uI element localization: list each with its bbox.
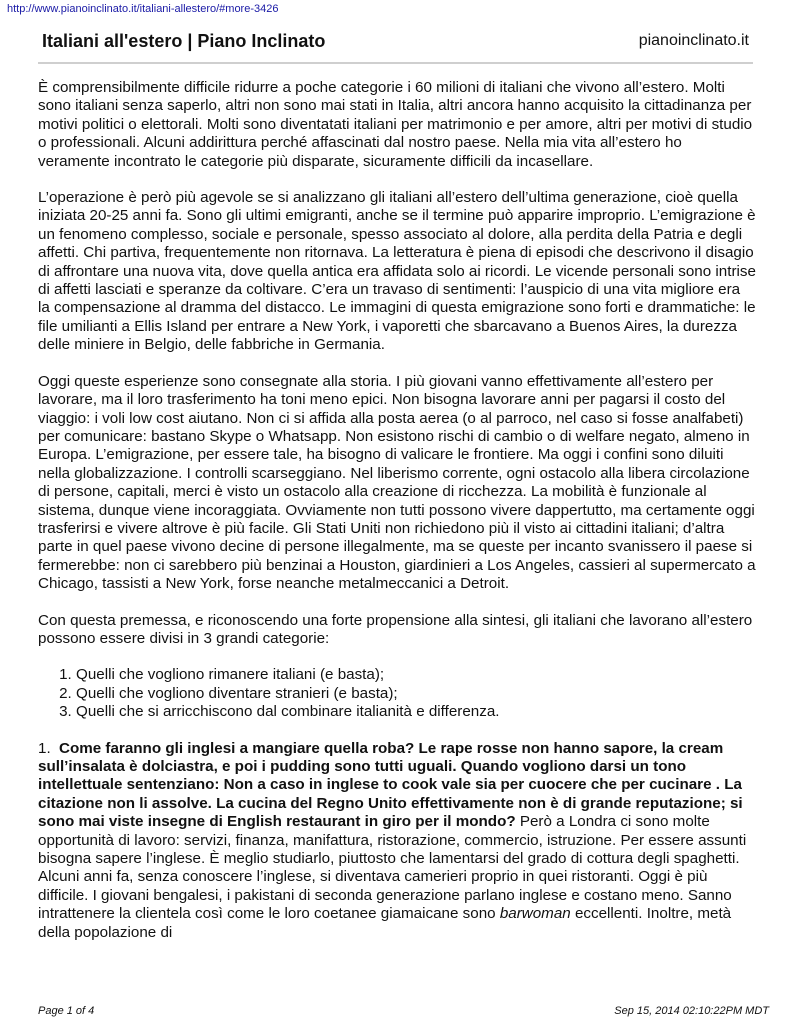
list-item: 1. Quelli che vogliono rimanere italiani (e basta);: [76, 666, 756, 684]
section-1: [38, 740, 756, 942]
page-number: Page 1 of 4: [38, 1005, 95, 1017]
paragraph-intro: È comprensibilmente difficile ridurre a poche categorie i 60 milioni di italiani che vivono all’estero. Molti sono italiani senza saperlo, altri non sono mai stati in Italia, altri ancora hanno acquisito la cittadinanza per motivi politici o elettorali. Molti sono diventatati italiani per matrimonio e per amore, altri per motivi di studio o professionali. Alcuni addirittura perché affascinati dal nostro paese. Nella mia vita all’estero ho veramente incontrato le categorie più disparate, sicuramente difficili da incasellare.: [38, 79, 753, 170]
list-item: 3. Quelli che si arricchiscono dal combinare italianità e differenza.: [76, 703, 756, 721]
categories-list: [38, 666, 756, 721]
paragraph-emigration: L’operazione è però più agevole se si analizzano gli italiani all’estero dell’ultima generazione, cioè quella iniziata 20-25 anni fa. Sono gli ultimi emigranti, anche se il termine può apparire improprio. L’emigrazione è un fenomeno complesso, sociale e personale, spesso associato al dolore, alla perdita della Patria e degli affetti. Chi partiva, frequentemente non ritornava. La letteratura è piena di episodi che descrivono il disagio di affrontare una nuova vita, dove quella antica era affidata solo ai ricordi. Le vicende personali sono intrise di affetti lasciati e speranze da coltivare. C’era un travaso di sentimenti: l’auspicio di una vita migliore era la compensazione al dramma del distacco. Le immagini di questa emigrazione sono forti e drammatiche: le file umilianti a Ellis Island per entrare a New York, i vaporetti che sbarcavano a Buenos Aires, la durezza delle miniere in Belgio, delle fabbriche in Germania.: [38, 189, 756, 354]
section-number: 1.: [38, 739, 51, 757]
section-1-italic-text: barwoman: [499, 905, 571, 923]
list-item: 2. Quelli che vogliono diventare stranieri (e basta);: [76, 685, 756, 703]
section-1-text-end: eccellenti. Inoltre, metà della popolazione di: [38, 905, 732, 941]
section-1-bold-text: Come faranno gli inglesi a mangiare quella roba? Le rape rosse non hanno sapore, la cream sull’insalata è dolciastra, e poi i pudding sono tutti uguali. Quando vogliono darsi un tono intellettuale sentenziano: Non a caso in inglese to cook vale sia per cuocere che per cucinare . La citazione non li assolve. La cucina del Regno Unito effettivamente non è di grande reputazione; si sono mai viste insegne di English restaurant in giro per il mondo?: [38, 739, 743, 831]
paragraph-premise: Con questa premessa, e riconoscendo una forte propensione alla sintesi, gli italiani che lavorano all’estero possono essere divisi in 3 grandi categorie:: [38, 611, 753, 647]
page-url[interactable]: http://www.pianoinclinato.it/italiani-allestero/#more-3426: [7, 3, 279, 15]
article-body: [38, 79, 756, 960]
print-timestamp: Sep 15, 2014 02:10:22PM MDT: [614, 1005, 769, 1017]
page-header: [38, 28, 753, 64]
section-1-text: Però a Londra ci sono molte opportunità di lavoro: servizi, finanza, manifattura, ristorazione, commercio, istruzione. Per essere assunti bisogna sapere l’inglese. È meglio studiarlo, piuttosto che lamentarsi del grado di cottura degli spaghetti. Alcuni anni fa, senza conoscere l’inglese, si diventava camerieri proprio in quei ristoranti. Oggi è più difficile. I giovani bengalesi, i pakistani di seconda generazione parlano inglese e costano meno. Sanno intrattenere la clientela così come le loro coetanee giamaicane sono: [38, 813, 747, 923]
paragraph-today: Oggi queste esperienze sono consegnate alla storia. I più giovani vanno effettivamente all’estero per lavorare, ma il loro trasferimento ha toni meno epici. Non bisogna lavorare anni per pagarsi il costo del viaggio: i voli low cost aiutano. Non ci si affida alla posta aerea (o al parroco, nel caso si fosse analfabeti) per comunicare: bastano Skype o Whatsapp. Non esistono rischi di cambio o di welfare negato, almeno in Europa. L’emigrazione, per essere tale, ha bisogno di valicare le frontiere. Ma oggi i confini sono diluiti nella globalizzazione. I controlli scarseggiano. Nel liberismo corrente, ogni ostacolo alla libera circolazione di persone, capitali, merci è visto un ostacolo alla creazione di ricchezza. La mobilità è funzionale al sistema, dunque viene incoraggiata. Ovviamente non tutti possono vivere dappertutto, ma certamente oggi trasferirsi e vivere altrove è più facile. Gli Stati Uniti non richiedono più il visto ai cittadini italiani; d’altra parte in quel paese vivono decine di persone illegalmente, ma se queste per incanto svanissero il paese si fermerebbe: non ci sarebbero più benzinai a Houston, giardinieri a Los Angeles, cassieri al supermercato a Chicago, tassisti a New York, forse neanche metalmeccanici a Detroit.: [38, 372, 756, 593]
page-title: Italiani all'estero | Piano Inclinato: [42, 31, 326, 51]
site-name: pianoinclinato.it: [638, 32, 749, 49]
